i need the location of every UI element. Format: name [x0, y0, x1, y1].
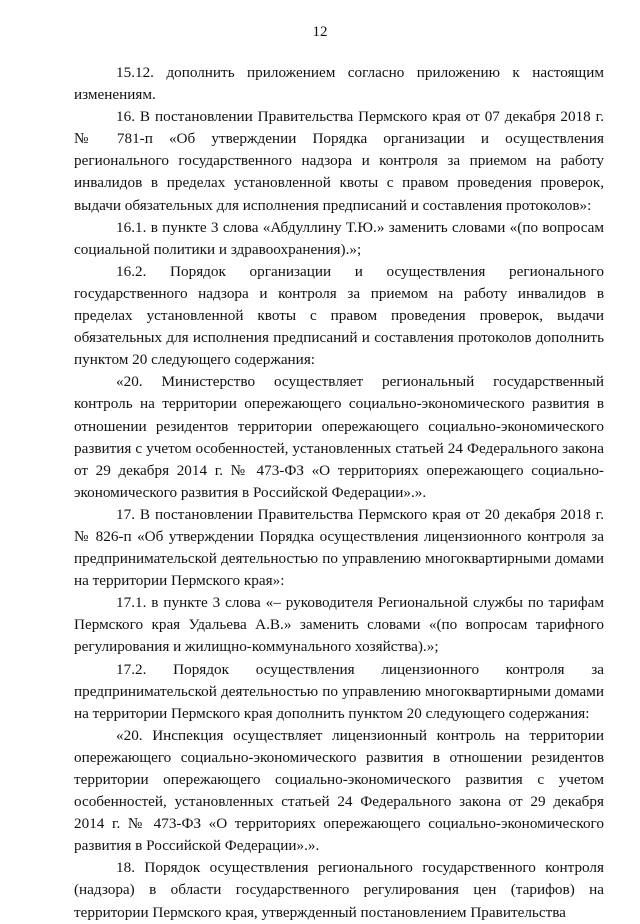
paragraph-15-12: 15.12. дополнить приложением согласно приложению к настоящим изменениям.: [74, 64, 604, 104]
paragraph-16: 16. В постановлении Правительства Пермского края от 07 декабря 2018 г. № 781-п «Об утверждении Порядка организации и осуществления регионального государственного надзора и контроля за приемом на работу инвалидов в пределах установленной квоты с правом проведения проверок, выдачи обязательных для исполнения предписаний и составления протоколов»:: [74, 108, 604, 214]
paragraph-16-1: 16.1. в пункте 3 слова «Абдуллину Т.Ю.» заменить словами «(по вопросам социальной политики и здравоохранения).»;: [74, 218, 604, 258]
paragraph-16-2: 16.2. Порядок организации и осуществления регионального государственного надзора и контроля за приемом на работу инвалидов в пределах установленной квоты с правом проведения проверок, выдачи обязательных для исполнения предписаний и составления протоколов дополнить пунктом 20 следующего содержания:: [74, 262, 604, 369]
paragraph-17-2: 17.2. Порядок осуществления лицензионного контроля за предпринимательской деятельностью по управлению многоквартирными домами на территории Пермского края дополнить пунктом 20 следующего содержания:: [74, 660, 604, 722]
paragraph-17: 17. В постановлении Правительства Пермского края от 20 декабря 2018 г. № 826-п «Об утверждении Порядка осуществления лицензионного контроля за предпринимательской деятельностью по управлению многоквартирными домами на территории Пермского края»:: [74, 505, 604, 590]
paragraph-16-2-quote: «20. Министерство осуществляет региональный государственный контроль на территории опережающего социально-экономического развития в отношении резидентов территории опережающего социально-экономического развития с учетом особенностей, установленных статьей 24 Федерального закона от 29 декабря 2014 г. № 473-ФЗ «О территориях опережающего социально-экономического развития в Российской Федерации».».: [74, 373, 604, 501]
page-number: 12: [312, 24, 328, 40]
paragraph-17-1: 17.1. в пункте 3 слова «– руководителя Региональной службы по тарифам Пермского края Удальева А.В.» заменить словами «(по вопросам тарифного регулирования и жилищно-коммунального хозяйства).»;: [74, 594, 604, 656]
paragraph-18: 18. Порядок осуществления регионального государственного контроля (надзора) в области государственного регулирования цен (тарифов) на территории Пермского края, утвержденный постановлением Правительства: [74, 859, 604, 921]
document-body: [74, 62, 604, 924]
paragraph-17-2-quote: «20. Инспекция осуществляет лицензионный контроль на территории опережающего социально-экономического развития в отношении резидентов территории опережающего социально-экономического развития с учетом особенностей, установленных статьей 24 Федерального закона от 29 декабря 2014 г. № 473-ФЗ «О территориях опережающего социально-экономического развития в Российской Федерации».».: [74, 726, 604, 855]
